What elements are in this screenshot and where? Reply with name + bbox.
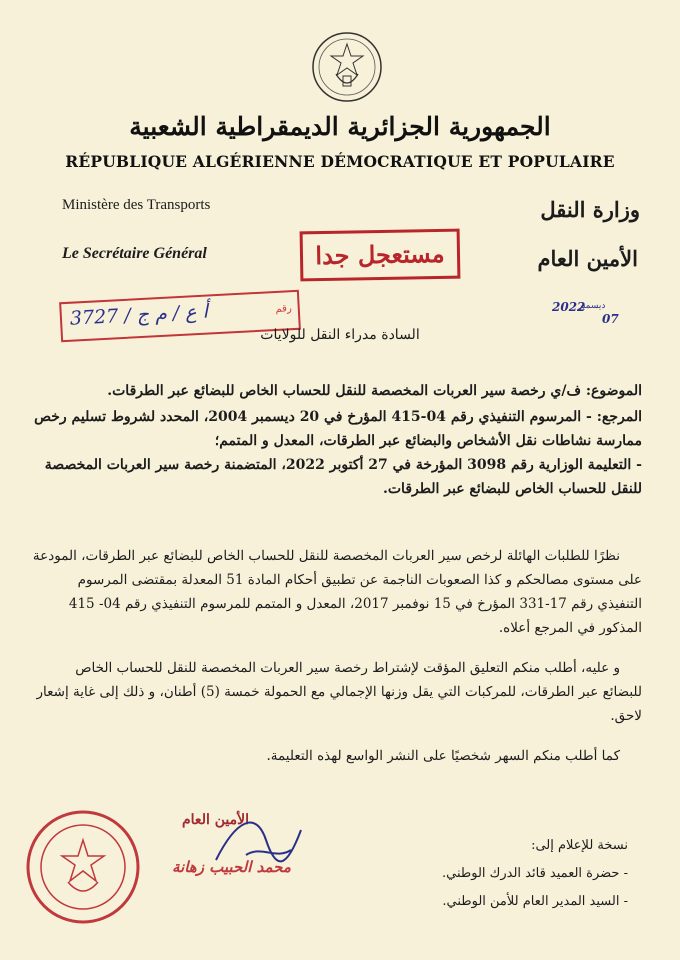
signatory-name: محمد الحبيب زهانة	[172, 858, 291, 876]
reference-item: - التعليمة الوزارية رقم 3098 المؤرخة في 27 أكتوبر 2022، المتضمنة رخصة سير العربات المخصصة للنقل للحساب الخاص للبضائع عبر الطرقات.	[44, 457, 642, 497]
body-paragraph: نظرًا للطلبات الهائلة لرخص سير العربات المخصصة للنقل للحساب الخاص للبضائع عبر الطرقات، المودعة على مستوى مصالحكم و كذا الصعوبات الناجمة عن تطبيق أحكام المادة 51 المعدلة بمقتضى المرسوم التنفيذي رقم 17-331 المؤرخ في 15 نوفمبر 2017، المعدل و المتمم للمرسوم التنفيذي رقم 04- 415 المذكور في المرجع أعلاه.	[32, 548, 642, 636]
date-year: 2022	[552, 300, 586, 314]
copy-recipient: - حضرة العميد قائد الدرك الوطني.	[442, 866, 628, 881]
subject-line	[42, 380, 642, 402]
secretary-general-ar: الأمين العام	[537, 246, 638, 271]
subject-text: ف/ي رخصة سير العربات المخصصة للنقل للحساب الخاص للبضائع عبر الطرقات.	[107, 383, 581, 399]
date-month: ديسمبر	[578, 301, 606, 311]
secretary-general-fr: Le Secrétaire Général	[62, 245, 207, 262]
body-paragraph: كما أطلب منكم السهر شخصيًا على النشر الواسع لهذه التعليمة.	[266, 748, 620, 764]
ref-label: رقم	[275, 303, 293, 315]
arabic-republic-title: الجمهورية الجزائرية الديمقراطية الشعبية	[129, 112, 551, 141]
ministry-name-fr: Ministère des Transports	[62, 197, 211, 213]
references-label: المرجع:	[596, 409, 642, 425]
subject-label: الموضوع:	[585, 383, 642, 399]
letter-body	[32, 544, 642, 784]
official-seal-icon	[24, 808, 142, 926]
national-emblem-icon	[310, 30, 384, 104]
date-day: 07	[602, 312, 619, 326]
ref-number: 3727 / أ ع / م ج	[69, 300, 209, 330]
urgent-stamp: مستعجل جدا	[300, 229, 461, 282]
addressee: السادة مدراء النقل للولايات	[260, 327, 420, 343]
signatory-title: الأمين العام	[182, 812, 249, 828]
copy-recipient: - السيد المدير العام للأمن الوطني.	[442, 894, 628, 909]
copy-heading: نسخة للإعلام إلى:	[531, 838, 628, 853]
french-republic-title: RÉPUBLIQUE ALGÉRIENNE DÉMOCRATIQUE ET POPULAIRE	[65, 152, 615, 171]
reference-item: - المرسوم التنفيذي رقم 04-415 المؤرخ في 20 ديسمبر 2004، المحدد لشروط تسليم رخص ممارسة نشاطات نقل الأشخاص والبضائع عبر الطرقات، المعدل و المتمم؛	[34, 409, 642, 449]
body-paragraph: و عليه، أطلب منكم التعليق المؤقت لإشتراط رخصة سير العربات المخصصة للنقل للحساب الخاص للبضائع عبر الطرقات، للمركبات التي يقل وزنها الإجمالي مع الحمولة خمسة (5) أطنان، و ذلك إلى غاية إشعار لاحق.	[36, 660, 642, 724]
copy-to-block	[442, 832, 628, 916]
ministry-name-ar: وزارة النقل	[540, 197, 640, 222]
references-block	[34, 405, 642, 501]
